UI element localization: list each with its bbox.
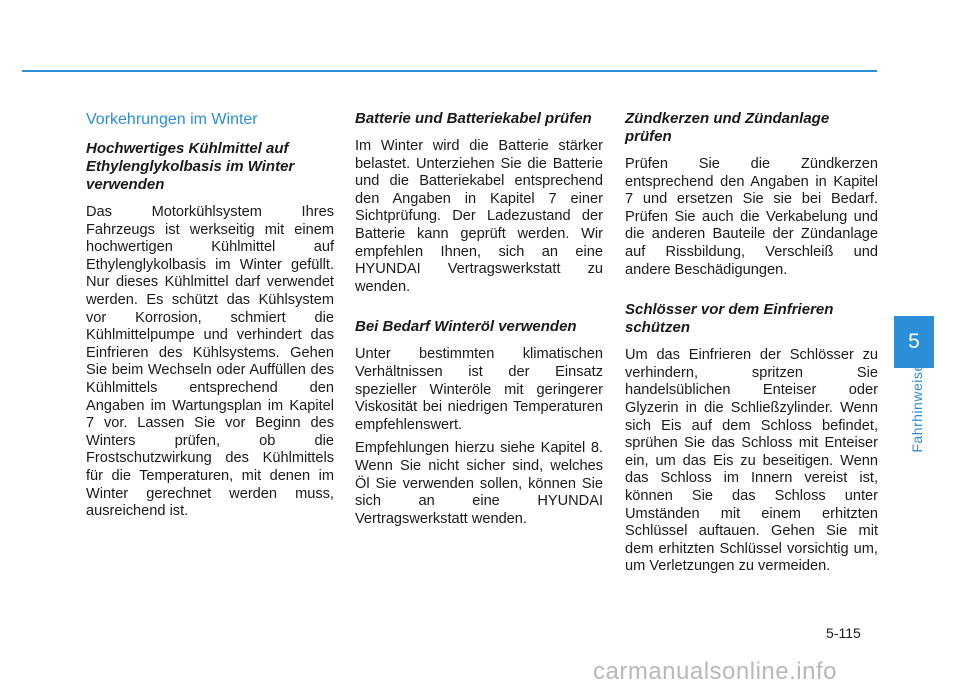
heading-spark-plugs: Zündkerzen und Zündanlage prüfen [625, 110, 830, 145]
section-title: Vorkehrungen im Winter [86, 111, 258, 128]
heading-winter-oil: Bei Bedarf Winteröl verwenden [355, 318, 577, 336]
paragraph-winter-oil-1: Unter bestimmten klimatischen Verhältnissen ist der Einsatz spezieller Winteröle mit geringerer Viskosität bei niedrigen Temperaturen empfehlenswert. [355, 346, 603, 433]
paragraph-locks: Um das Einfrieren der Schlösser zu verhindern, spritzen Sie handelsüblichen Enteiser oder Glyzerin in die Schließzylinder. Wenn sich Eis auf dem Schloss befindet, sprühen Sie das Schloss mit Enteiser ein, um das Eis zu beseitigen. Wenn das Schloss im Innern vereist ist, können Sie das Schloss unter Umständen mit einem erhitzten Schlüssel auftauen. Gehen Sie mit dem erhitzten Schlüssel vorsichtig um, um Verletzungen zu vermeiden. [625, 347, 878, 575]
paragraph-spark-plugs: Prüfen Sie die Zündkerzen entsprechend den Angaben in Kapitel 7 und ersetzen Sie sie bei Bedarf. Prüfen Sie auch die Verkabelung und die anderen Bauteile der Zündanlage auf Rissbildung, Verschleiß und andere Beschädigungen. [625, 156, 878, 278]
spacer [625, 279, 878, 301]
spacer [355, 296, 603, 318]
paragraph-battery: Im Winter wird die Batterie stärker belastet. Unterziehen Sie die Batterie und die Batteriekabel entsprechend den Angaben in Kapitel 7 einer Sichtprüfung. Der Ladezustand der Batterie kann geprüft werden. Wir empfehlen Ihnen, sich an eine HYUNDAI Vertragswerkstatt zu wenden. [355, 138, 603, 295]
page-number: 5-115 [826, 625, 861, 641]
chapter-label: Fahrhinweise [909, 363, 925, 453]
heading-locks: Schlösser vor dem Einfrieren schützen [625, 301, 834, 337]
chapter-tab: 5 [894, 316, 934, 368]
watermark: carmanualsonline.info [593, 658, 837, 685]
paragraph-winter-oil-2: Empfehlungen hierzu siehe Kapitel 8. Wenn Sie nicht sicher sind, welches Öl Sie verwenden sollen, können Sie sich an eine HYUNDAI Vertragswerkstatt wenden. [355, 440, 603, 527]
paragraph-coolant: Das Motorkühlsystem Ihres Fahrzeugs ist werkseitig mit einem hochwertigen Kühlmittel auf Ethylenglykolbasis im Winter gefüllt. Nur dieses Kühlmittel darf verwendet werden. Es schützt das Kühlsystem vor Korrosion, schmiert die Kühlmittelpumpe und verhindert das Einfrieren des Kühlsystems. Gehen Sie beim Wechseln oder Auffüllen des Kühlmittels entsprechend den Angaben im Wartungsplan im Kapitel 7 vor. Lassen Sie vor Beginn des Winters prüfen, ob die Frostschutzwirkung des Kühlmittels für die Temperaturen, mit denen im Winter gerechnet werden muss, ausreichend ist. [86, 204, 334, 520]
top-divider [22, 70, 877, 72]
heading-coolant: Hochwertiges Kühlmittel auf Ethylenglykolbasis im Winter verwenden [86, 140, 295, 193]
column-3 [625, 110, 878, 576]
heading-battery: Batterie und Batteriekabel prüfen [355, 110, 592, 127]
column-2 [355, 110, 603, 528]
column-1 [86, 110, 334, 521]
